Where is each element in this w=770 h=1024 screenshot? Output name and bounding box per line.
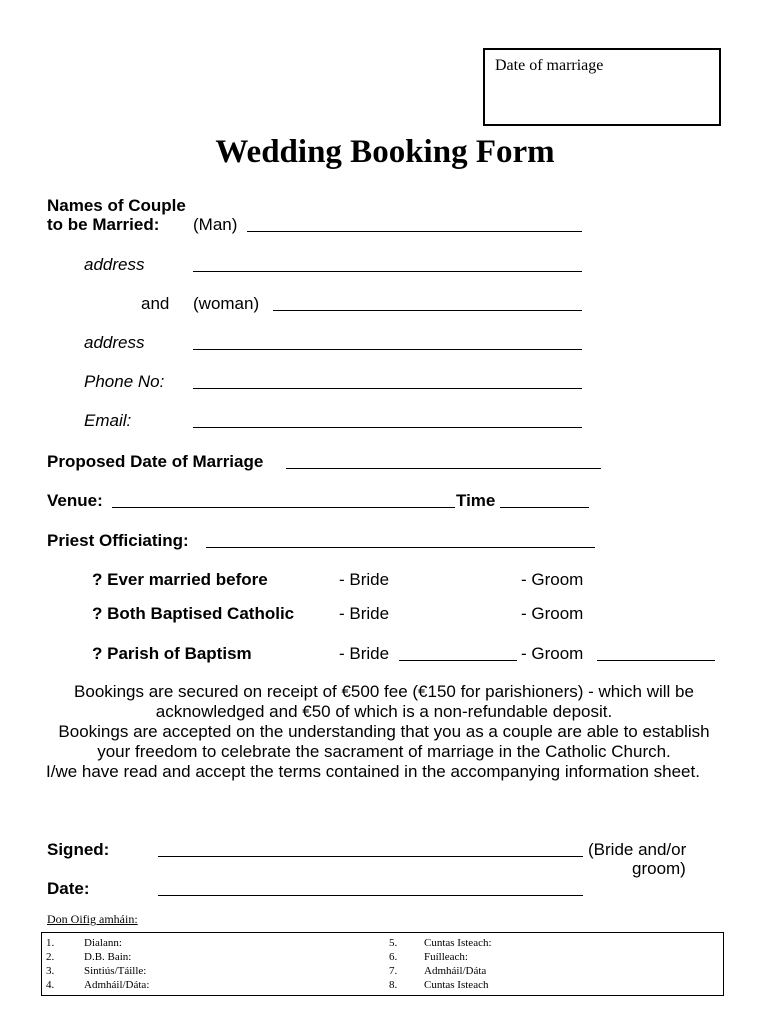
- parish-groom-label: - Groom: [521, 644, 584, 663]
- office-item-text: Dialann:: [84, 937, 122, 949]
- terms-fee-paragraph: Bookings are secured on receipt of €500 fee (€150 for parishioners) - which will be acknowledged and €50 of which is a non-refundable deposit.: [74, 682, 694, 721]
- date-label: Date:: [47, 879, 90, 898]
- man-address-field[interactable]: [193, 271, 582, 272]
- signed-label: Signed:: [47, 840, 110, 859]
- question-baptised-catholic: ? Both Baptised Catholic: [92, 604, 295, 623]
- terms-accept-paragraph: I/we have read and accept the terms contained in the accompanying information sheet.: [46, 762, 700, 781]
- terms-block: [46, 682, 722, 782]
- office-right-texts: [424, 936, 492, 992]
- baptised-groom[interactable]: - Groom: [521, 604, 584, 623]
- priest-field[interactable]: [206, 547, 595, 548]
- office-right-numbers: [389, 936, 397, 992]
- parish-bride-field[interactable]: [399, 660, 517, 661]
- office-left-texts: [84, 936, 149, 992]
- signature-field[interactable]: [158, 856, 583, 857]
- office-item-text: Admháil/Dáta:: [84, 979, 150, 991]
- woman-address-label: address: [84, 333, 145, 352]
- parish-groom-field[interactable]: [597, 660, 715, 661]
- office-item-text: Cuntas Isteach: [424, 979, 489, 991]
- couple-heading-line1: Names of Couple: [47, 196, 186, 215]
- woman-name-field[interactable]: [273, 310, 582, 311]
- couple-heading-line2: to be Married:: [47, 215, 160, 234]
- office-use-title: Don Oifig amháin:: [47, 912, 138, 926]
- office-item-num: 5.: [389, 937, 398, 949]
- man-name-field[interactable]: [247, 231, 582, 232]
- man-address-label: address: [84, 255, 145, 274]
- signed-note-line1: (Bride and/or: [588, 840, 687, 859]
- office-item-num: 6.: [389, 951, 398, 963]
- date-of-marriage-label: Date of marriage: [495, 57, 604, 74]
- question-ever-married: ? Ever married before: [92, 570, 268, 589]
- phone-field[interactable]: [193, 388, 582, 389]
- priest-label: Priest Officiating:: [47, 531, 189, 550]
- parish-bride-label: - Bride: [339, 644, 390, 663]
- office-left-numbers: [46, 936, 54, 992]
- man-label: (Man): [193, 215, 238, 234]
- time-field[interactable]: [500, 507, 589, 508]
- baptised-bride[interactable]: - Bride: [339, 604, 390, 623]
- office-item-num: 1.: [46, 937, 55, 949]
- office-item-num: 4.: [46, 979, 55, 991]
- email-field[interactable]: [193, 427, 582, 428]
- office-item-num: 3.: [46, 965, 55, 977]
- office-item-num: 8.: [389, 979, 398, 991]
- proposed-date-label: Proposed Date of Marriage: [47, 452, 264, 471]
- ever-married-bride[interactable]: - Bride: [339, 570, 390, 589]
- office-item-text: Fuílleach:: [424, 951, 468, 963]
- office-item-text: Admháil/Dáta: [424, 965, 487, 977]
- phone-label: Phone No:: [84, 372, 165, 391]
- woman-label: (woman): [193, 294, 260, 313]
- office-use-box: [41, 932, 724, 996]
- signed-note-line2: groom): [632, 859, 686, 878]
- date-of-marriage-box[interactable]: [483, 48, 721, 126]
- venue-label: Venue:: [47, 491, 103, 510]
- date-field[interactable]: [158, 895, 583, 896]
- question-parish-of-baptism: ? Parish of Baptism: [92, 644, 252, 663]
- office-item-text: Sintiús/Táille:: [84, 965, 147, 977]
- office-item-num: 2.: [46, 951, 55, 963]
- terms-freedom-paragraph: Bookings are accepted on the understanding that you as a couple are able to establish your freedom to celebrate the sacrament of marriage in the Catholic Church.: [58, 722, 710, 761]
- time-label: Time: [456, 491, 496, 510]
- office-item-text: D.B. Bain:: [84, 951, 132, 963]
- proposed-date-field[interactable]: [286, 468, 601, 469]
- page-title: Wedding Booking Form: [215, 134, 555, 170]
- office-item-text: Cuntas Isteach:: [424, 937, 492, 949]
- email-label: Email:: [84, 411, 132, 430]
- venue-field[interactable]: [112, 507, 455, 508]
- ever-married-groom[interactable]: - Groom: [521, 570, 584, 589]
- and-label: and: [141, 294, 170, 313]
- woman-address-field[interactable]: [193, 349, 582, 350]
- office-item-num: 7.: [389, 965, 398, 977]
